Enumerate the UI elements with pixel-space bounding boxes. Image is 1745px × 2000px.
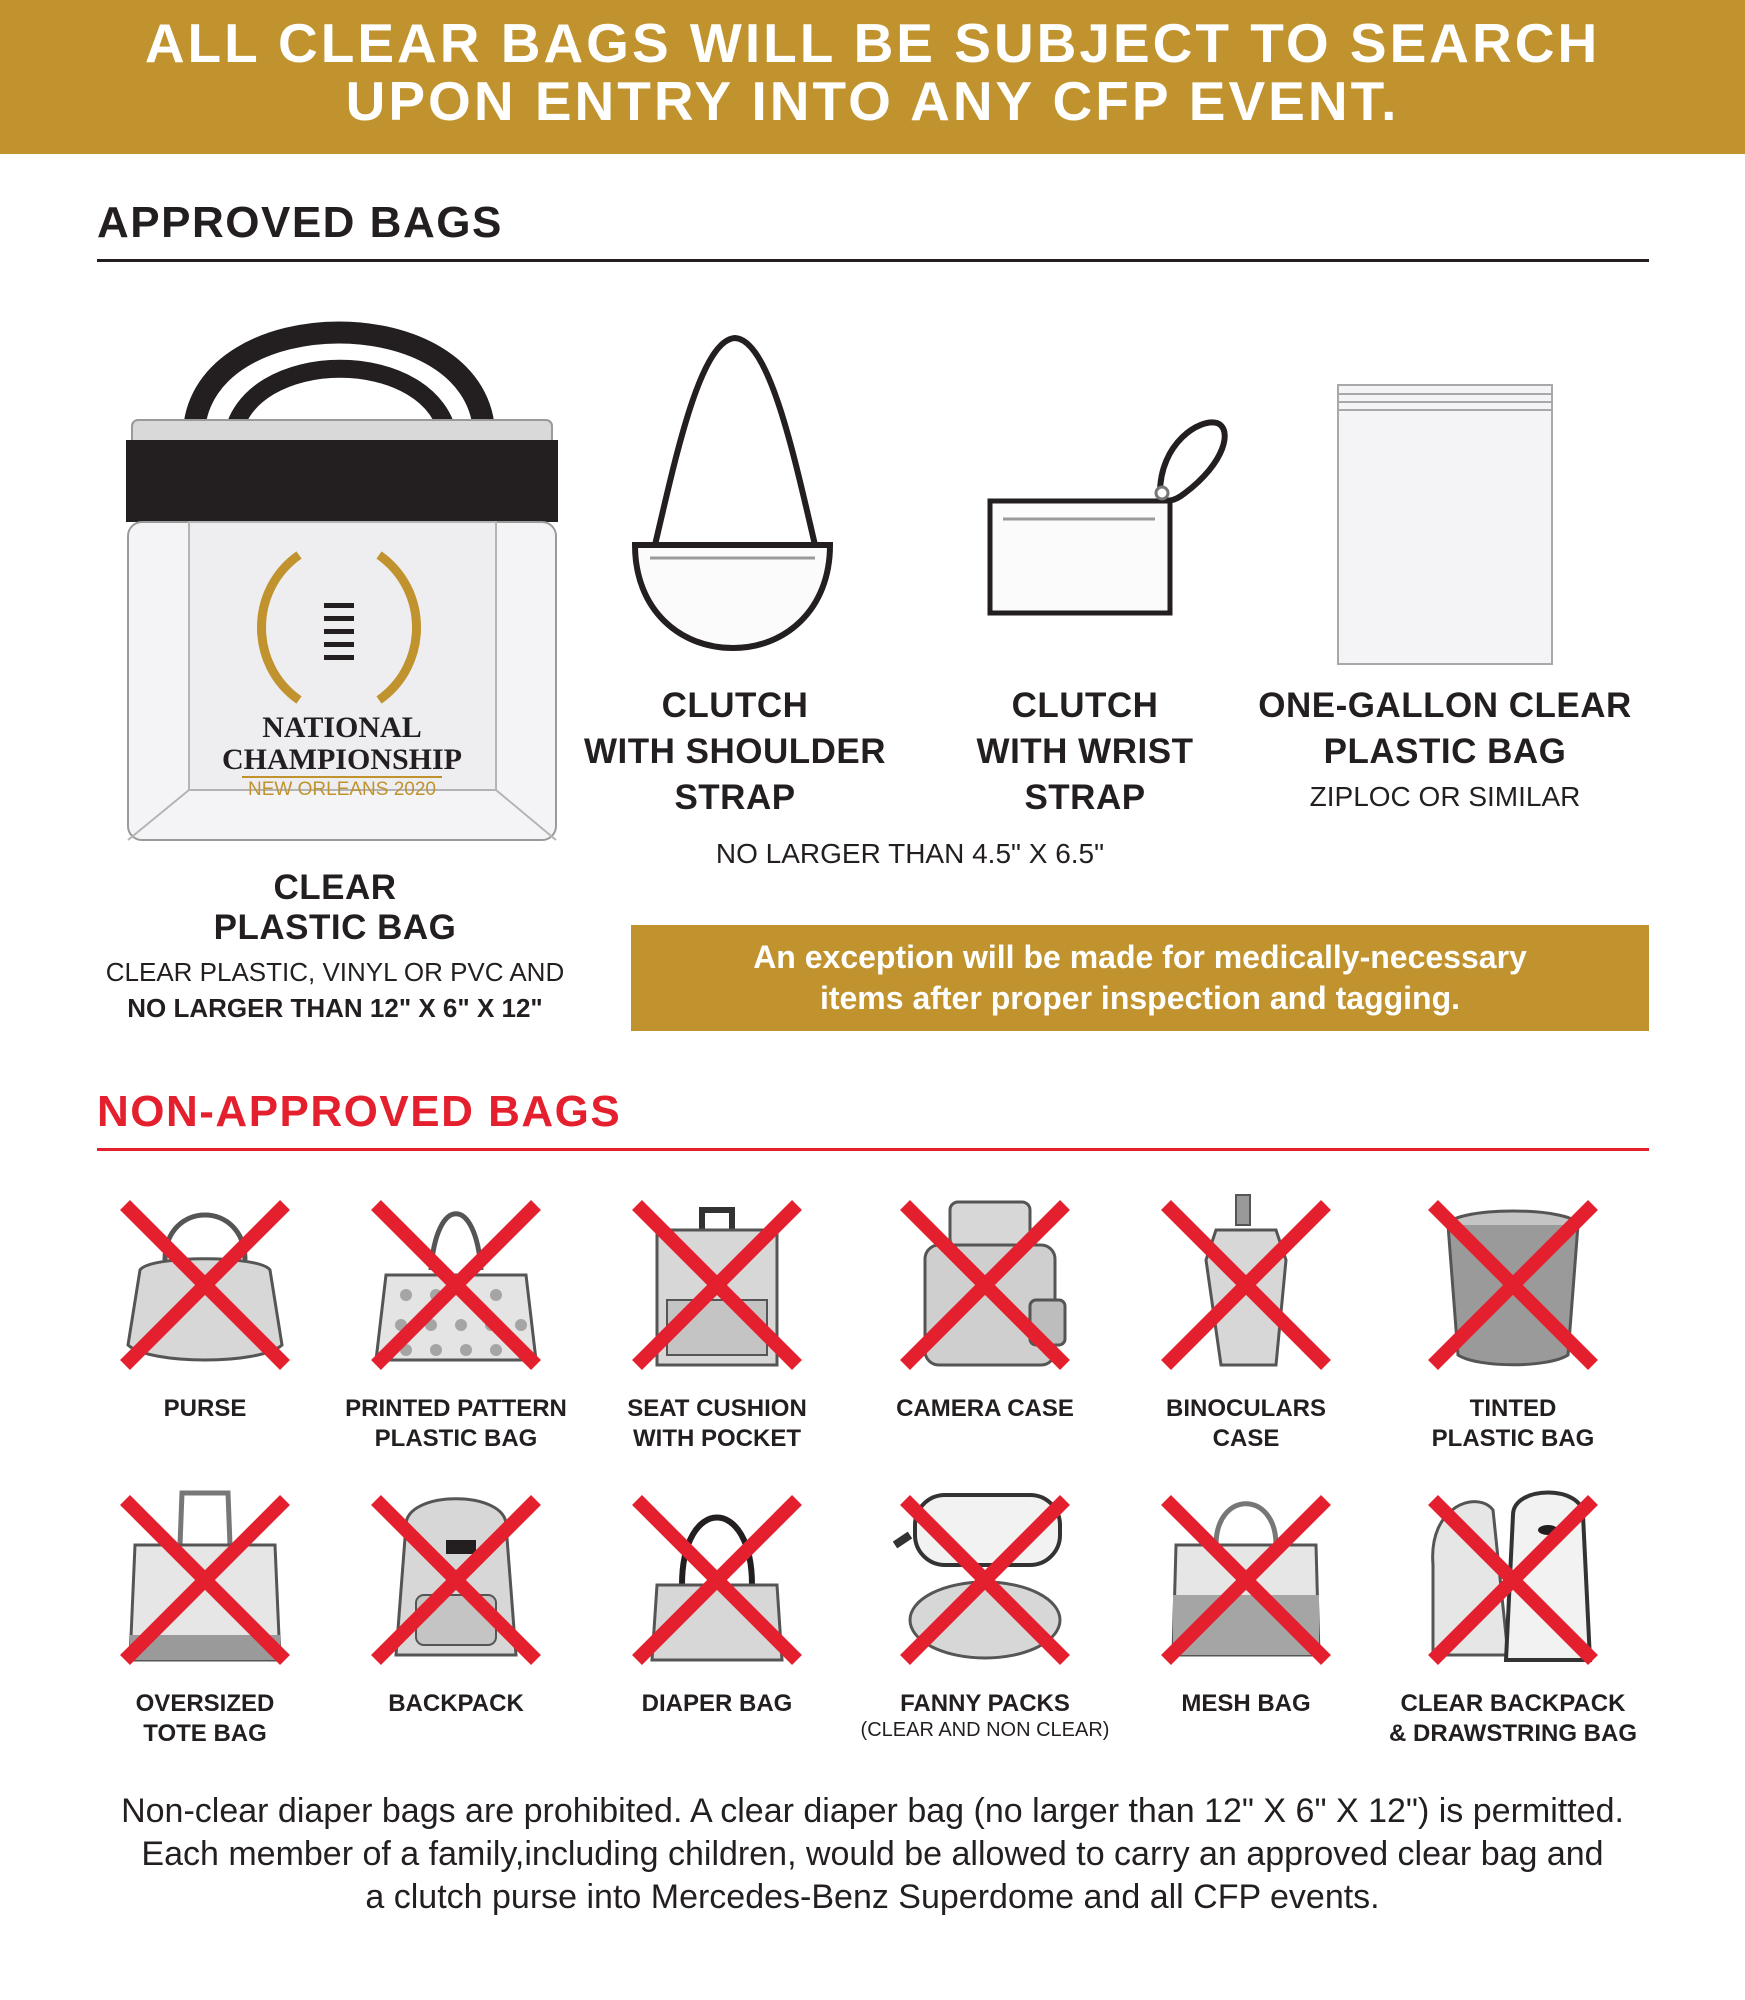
item-label-printed-pattern-2: PLASTIC BAG [374,1425,538,1452]
wrist-clutch-name-2: WITH WRIST [976,732,1194,771]
item-label-oversized-2: TOTE BAG [143,1720,267,1747]
item-label-seat-cushion-2: WITH POCKET [633,1425,801,1452]
prohibited-item-seat-cushion [587,1190,847,1454]
shoulder-clutch-name-3: STRAP [674,778,796,817]
approved-bags-title: APPROVED BAGS [97,198,503,247]
prohibited-item-tinted-bag [1383,1190,1643,1454]
item-label-binoculars-1: BINOCULARS [1166,1395,1326,1422]
medical-exception-note [631,925,1649,1031]
item-label-tinted-2: PLASTIC BAG [1431,1425,1595,1452]
tinted-bag-icon [1418,1190,1608,1380]
gallon-bag-name-2: PLASTIC BAG [1323,732,1567,771]
diaper-bag-icon [622,1485,812,1675]
prohibited-item-printed-pattern-bag [326,1190,586,1454]
banner-line-2: UPON ENTRY INTO ANY CFP EVENT. [345,70,1400,132]
printed-pattern-bag-icon [361,1190,551,1380]
exception-line-2: items after proper inspection and tagging. [819,980,1461,1016]
clear-bag-logo [190,712,494,802]
footer-line-3: a clutch purse into Mercedes-Benz Superdome and all CFP events. [365,1878,1380,1916]
item-label-oversized-1: OVERSIZED [135,1690,275,1717]
prohibited-item-purse [75,1190,335,1424]
item-label-mesh-bag: MESH BAG [1181,1690,1311,1717]
footer-line-2: Each member of a family,including children, would be allowed to carry an approved clear bag and [141,1835,1604,1873]
gallon-bag-caption [1230,683,1660,815]
purse-icon [110,1190,300,1380]
prohibited-item-camera-case [855,1190,1115,1424]
clutch-size-note: NO LARGER THAN 4.5" X 6.5" [715,838,1105,869]
backpack-icon [361,1485,551,1675]
shoulder-clutch-caption [560,683,910,821]
item-label-backpack: BACKPACK [388,1690,524,1717]
item-label-diaper-bag: DIAPER BAG [641,1690,793,1717]
gallon-bag-note: ZIPLOC OR SIMILAR [1309,781,1581,812]
footer-policy-text [60,1790,1685,1919]
footer-line-1: Non-clear diaper bags are prohibited. A clear diaper bag (no larger than 12" X 6" X 12") is permitted. [121,1792,1624,1830]
prohibited-item-fanny-packs [855,1485,1115,1741]
gallon-bag-name-1: ONE-GALLON CLEAR [1258,686,1632,725]
prohibited-item-backpack [326,1485,586,1719]
item-label-clear-backpack-2: & DRAWSTRING BAG [1389,1720,1637,1747]
wrist-clutch-icon [985,413,1230,618]
camera-case-icon [890,1190,1080,1380]
prohibited-item-binoculars-case [1116,1190,1376,1454]
fanny-pack-icon [890,1485,1080,1675]
shoulder-clutch-name-1: CLUTCH [661,686,809,725]
gallon-ziploc-bag-icon [1335,382,1555,667]
shoulder-clutch-icon [625,330,840,655]
non-approved-bags-title: NON-APPROVED BAGS [97,1087,622,1136]
prohibited-item-clear-backpack-drawstring [1383,1485,1643,1749]
logo-new-orleans: NEW ORLEANS 2020 [242,776,442,802]
item-sub-fanny-packs: (CLEAR AND NON CLEAR) [860,1719,1110,1741]
item-label-seat-cushion-1: SEAT CUSHION [627,1395,807,1422]
non-approved-divider [97,1148,1649,1151]
item-label-binoculars-2: CASE [1212,1425,1280,1452]
clear-bag-name-1: CLEAR [273,868,397,907]
header-banner [0,0,1745,154]
exception-line-1: An exception will be made for medically-necessary [753,939,1527,975]
approved-divider [97,259,1649,262]
item-label-fanny-packs: FANNY PACKS [900,1690,1070,1717]
item-label-clear-backpack-1: CLEAR BACKPACK [1400,1690,1626,1717]
oversized-tote-icon [110,1485,300,1675]
item-label-purse: PURSE [163,1395,247,1422]
shoulder-clutch-name-2: WITH SHOULDER [583,732,887,771]
seat-cushion-icon [622,1190,812,1380]
clear-bag-note-1: CLEAR PLASTIC, VINYL OR PVC AND [105,957,565,987]
binoculars-case-icon [1151,1190,1341,1380]
prohibited-item-diaper-bag [587,1485,847,1719]
approved-bags-heading [97,198,1649,248]
wrist-clutch-name-3: STRAP [1024,778,1146,817]
item-label-camera-case: CAMERA CASE [896,1395,1074,1422]
clear-bag-name-2: PLASTIC BAG [213,908,457,947]
wrist-clutch-caption [930,683,1240,821]
item-label-tinted-1: TINTED [1469,1395,1557,1422]
logo-national: NATIONAL [262,711,422,744]
logo-championship: CHAMPIONSHIP [222,743,462,776]
mesh-bag-icon [1151,1485,1341,1675]
prohibited-item-oversized-tote [75,1485,335,1749]
non-approved-bags-heading [97,1087,1649,1137]
clear-bag-caption [60,868,610,1026]
prohibited-item-mesh-bag [1116,1485,1376,1719]
clear-bag-note-2: NO LARGER THAN 12" X 6" X 12" [127,993,543,1023]
wrist-clutch-name-1: CLUTCH [1011,686,1159,725]
item-label-printed-pattern-1: PRINTED PATTERN [345,1395,567,1422]
banner-line-1: ALL CLEAR BAGS WILL BE SUBJECT TO SEARCH [144,12,1601,74]
clear-backpack-drawstring-icon [1418,1485,1608,1675]
